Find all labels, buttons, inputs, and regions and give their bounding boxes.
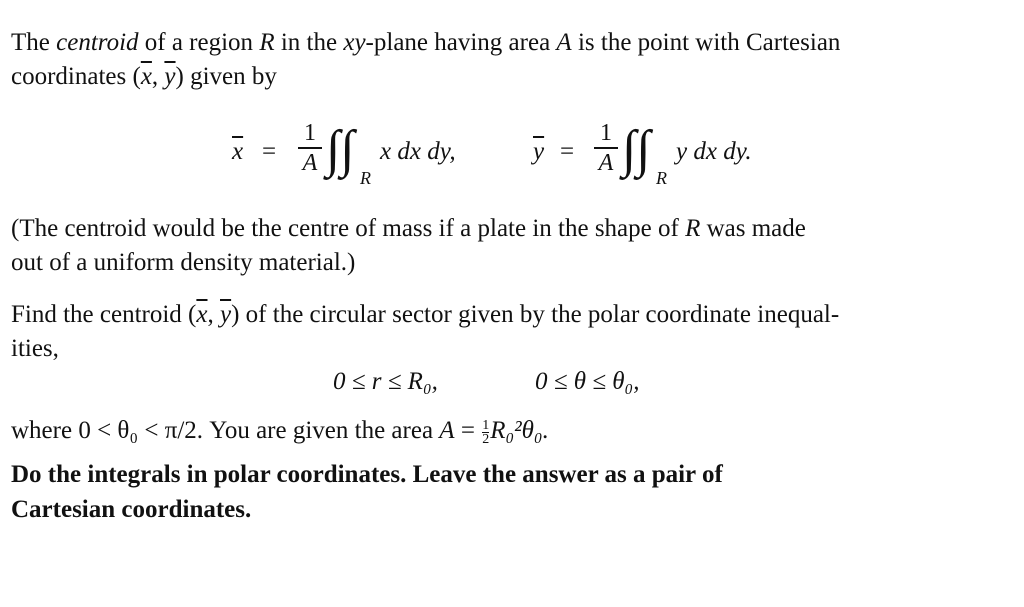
note-line-1 [11, 213, 806, 245]
task-line-2 [11, 333, 59, 365]
where-line [11, 415, 549, 447]
task-text: ities, [11, 335, 59, 362]
ybar-symbol: $\overline{y}$ [164, 63, 176, 90]
intro-text: given by [183, 63, 277, 90]
fraction-bar [298, 147, 322, 149]
equals-sign: = [560, 138, 575, 165]
radius-inequality: 0 ≤ r ≤ R₀, [333, 368, 438, 395]
intro-line-1 [11, 27, 840, 59]
one-over-A-fraction [594, 120, 618, 176]
fraction-denominator: A [302, 149, 318, 176]
intro-line-2 [11, 61, 277, 93]
intro-text: in the [274, 29, 344, 56]
paren: ( [126, 63, 141, 90]
xbar-lhs: $\overline{x}$ [232, 138, 244, 165]
equals-sign: = [454, 417, 482, 444]
note-text: (The centroid would be the centre of mass if a plate in the shape of [11, 215, 686, 242]
equals-sign: = [262, 138, 277, 165]
one-over-A-fraction [298, 120, 322, 176]
intro-text: coordinates [11, 63, 127, 90]
task-text: Find the centroid ( [11, 301, 197, 328]
instruction-line-1 [11, 459, 723, 491]
double-integral-sign: ∫∫ [326, 121, 355, 178]
instruction-line-2 [11, 494, 251, 526]
ybar-symbol: $\overline{y}$ [220, 301, 232, 328]
angle-inequality: 0 ≤ θ ≤ θ₀, [535, 368, 640, 395]
paren: ) [175, 63, 184, 90]
integral-region-label: R [656, 168, 667, 188]
integral-region-label: R [360, 168, 371, 188]
note-text: out of a uniform density material.) [11, 249, 356, 276]
one-half-fraction [482, 419, 489, 446]
xbar-symbol: $\overline{x}$ [196, 301, 208, 328]
fraction-numerator: 1 [304, 120, 316, 146]
xbar-symbol: $\overline{x}$ [140, 63, 152, 90]
intro-text: The [11, 29, 57, 56]
instruction-text: Cartesian coordinates. [11, 496, 252, 523]
fraction-numerator: 1 [600, 120, 612, 146]
ybar-lhs: $\overline{y}$ [533, 138, 545, 165]
note-text: was made [700, 215, 806, 242]
fraction-denominator: A [598, 149, 614, 176]
instruction-text: Do the integrals in polar coordinates. Leave the answer as a pair of [11, 461, 723, 488]
where-text: where 0 < θ₀ < π/2. You are given the area [11, 417, 440, 444]
comma: , [151, 63, 165, 90]
double-integral-sign: ∫∫ [622, 121, 651, 178]
intro-text: is the point with Cartesian [571, 29, 841, 56]
xy-symbol: xy [343, 29, 366, 56]
y-integrand: y dx dy. [676, 138, 752, 165]
area-symbol: A [439, 417, 455, 444]
fraction-numerator: 1 [482, 417, 490, 433]
region-symbol: R [259, 29, 275, 56]
intro-text: of a region [138, 29, 260, 56]
area-symbol: A [556, 29, 572, 56]
x-integrand: x dx dy, [380, 138, 456, 165]
note-line-2 [11, 247, 355, 279]
region-symbol: R [685, 215, 701, 242]
comma: , [207, 301, 220, 328]
fraction-bar [594, 147, 618, 149]
intro-text: -plane having area [365, 29, 557, 56]
fraction-denominator: 2 [482, 431, 490, 447]
centroid-term: centroid [56, 29, 139, 56]
area-expression: R₀²θ₀. [490, 417, 549, 444]
task-line-1 [11, 299, 839, 331]
task-text: ) of the circular sector given by the polar coordinate inequal- [231, 301, 840, 328]
